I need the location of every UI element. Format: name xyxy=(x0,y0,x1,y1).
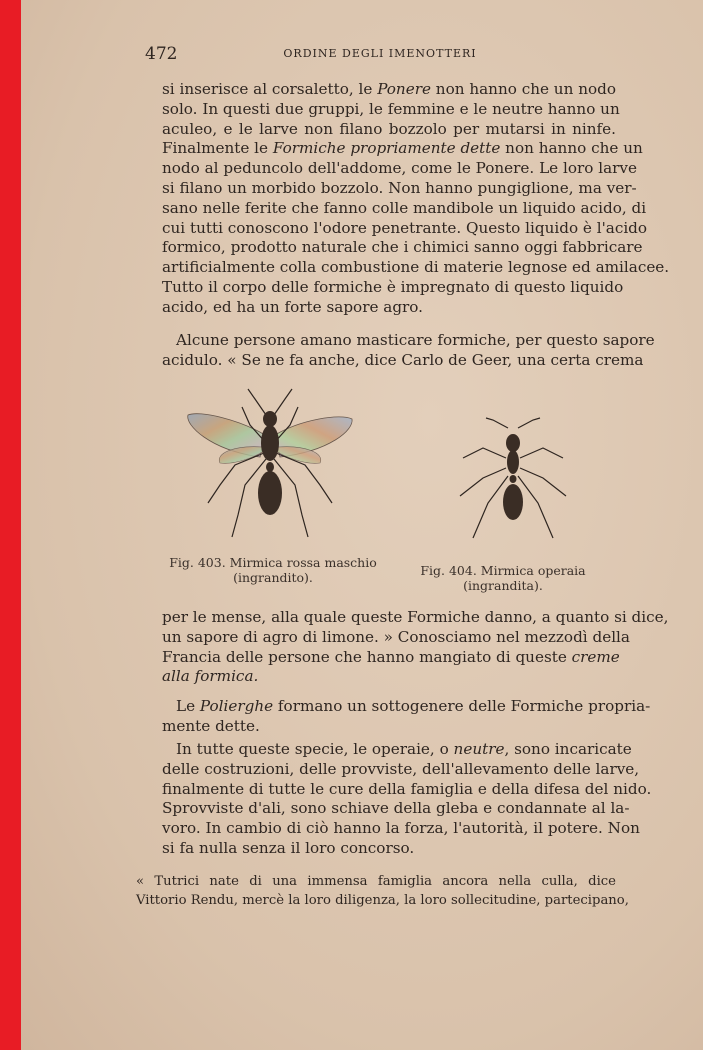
para1-line xyxy=(162,159,637,179)
para1-text: non hanno che un xyxy=(500,139,643,158)
para1-text: si inserisce al corsaletto, le xyxy=(162,80,378,98)
quote-text: « Tutrici nate di una immensa famiglia ancora nella culla, dice xyxy=(136,874,616,889)
para3-line xyxy=(162,667,616,687)
para5-text: , sono incaricate xyxy=(504,740,632,758)
paragraph-5 xyxy=(162,740,652,859)
ant-body xyxy=(503,434,523,520)
para2-line xyxy=(162,331,655,351)
para5-line xyxy=(162,799,630,819)
para5-line xyxy=(162,759,640,780)
para5-text: neutre xyxy=(453,740,505,758)
para1-line xyxy=(162,198,647,219)
para4-text: Le xyxy=(176,697,200,715)
para4-text: Polierghe xyxy=(199,697,274,715)
para1-line xyxy=(162,298,616,318)
para5-line xyxy=(162,740,632,760)
para1-line xyxy=(162,120,616,140)
para1-line xyxy=(162,178,637,199)
figure-403-caption-line2: (ingrandito). xyxy=(233,570,313,585)
para3-line xyxy=(162,608,669,628)
figure-403-winged-ant xyxy=(180,385,360,545)
para1-text: solo. In questi due gruppi, le femmine e le neutre hanno un xyxy=(162,99,620,118)
para1-text: cui tutti conoscono l'odore penetrante. Questo liquido è l'acido xyxy=(162,218,648,237)
para1-line xyxy=(162,80,616,100)
para1-line xyxy=(162,218,648,239)
para5-text: finalmente di tutte le cure della famiglia e della difesa del nido. xyxy=(162,779,652,798)
ant-body xyxy=(258,411,282,515)
figure-404-caption-line2: (ingrandita). xyxy=(463,578,543,593)
para3-text: creme xyxy=(571,647,620,666)
figure-403-caption xyxy=(168,555,378,585)
para2-line xyxy=(162,350,644,371)
page-number: 472 xyxy=(145,44,178,64)
para1-text: Tutto il corpo delle formiche è impregnato di questo liquido xyxy=(162,277,624,296)
quote-line xyxy=(136,872,616,891)
para5-text: si fa nulla senza il loro concorso. xyxy=(162,838,415,857)
wing-left xyxy=(188,414,265,464)
para1-text: artificialmente colla combustione di materie legnose ed amilacee. xyxy=(162,258,670,277)
para2-text: acidulo. « Se ne fa anche, dice Carlo de Geer, una certa crema xyxy=(162,350,644,369)
para1-text: acido, ed ha un forte sapore agro. xyxy=(162,297,424,316)
para3-text: un sapore di agro di limone. » Conosciamo nel mezzodì della xyxy=(162,627,630,646)
red-edge xyxy=(0,0,21,1050)
para4-text: mente dette. xyxy=(162,716,260,735)
page-header xyxy=(145,44,615,68)
paragraph-1 xyxy=(162,80,670,318)
para1-line xyxy=(162,99,620,120)
quote-text: Vittorio Rendu, mercè la loro diligenza, la loro sollecitudine, partecipano, xyxy=(136,893,629,908)
figure-404-caption-line1: Fig. 404. Mirmica operaia xyxy=(420,563,586,578)
figure-404-worker-ant xyxy=(448,418,578,558)
para4-text: formano un sottogenere delle Formiche propria- xyxy=(273,697,651,715)
para1-line xyxy=(162,139,643,159)
para3-line xyxy=(162,647,620,668)
para1-line xyxy=(162,258,670,278)
para1-line xyxy=(162,238,643,258)
quote-footnote xyxy=(136,872,629,910)
para1-text: Formiche propriamente dette xyxy=(272,139,501,158)
para4-line xyxy=(162,717,616,737)
para1-line xyxy=(162,277,624,298)
para5-text: In tutte queste specie, le operaie, o xyxy=(176,740,454,758)
quote-line xyxy=(136,891,629,910)
para4-line xyxy=(162,697,651,717)
paragraph-3 xyxy=(162,608,669,687)
para5-line xyxy=(162,819,640,839)
para1-text: sano nelle ferite che fanno colle mandibole un liquido acido, di xyxy=(162,198,647,217)
figure-404-caption xyxy=(418,563,588,593)
para1-text: non hanno che un nodo xyxy=(430,80,616,98)
para5-text: delle costruzioni, delle provviste, dell'allevamento delle larve, xyxy=(162,759,640,778)
para1-text: formico, prodotto naturale che i chimici sanno oggi fabbricare xyxy=(162,238,643,257)
paragraph-4 xyxy=(162,697,651,737)
para5-line xyxy=(162,839,616,859)
para1-text: aculeo, e le larve non filano bozzolo per mutarsi in ninfe. xyxy=(162,119,616,138)
figure-403-caption-line1: Fig. 403. Mirmica rossa maschio xyxy=(169,555,377,570)
para1-text: Ponere xyxy=(377,80,431,98)
paragraph-2 xyxy=(162,331,655,371)
para5-line xyxy=(162,779,652,800)
running-head: ORDINE DEGLI IMENOTTERI xyxy=(283,47,477,60)
para5-text: Sprovviste d'ali, sono schiave della gleba e condannate al la- xyxy=(162,799,630,818)
para5-text: voro. In cambio di ciò hanno la forza, l'autorità, il potere. Non xyxy=(162,819,640,838)
para3-text: Francia delle persone che hanno mangiato di queste xyxy=(162,647,572,666)
para3-line xyxy=(162,627,630,648)
para1-text: nodo al peduncolo dell'addome, come le Ponere. Le loro larve xyxy=(162,159,637,178)
wing-right xyxy=(275,417,352,463)
para3-text: alla formica. xyxy=(162,667,259,686)
para3-text: per le mense, alla quale queste Formiche danno, a quanto si dice, xyxy=(162,608,669,626)
para2-text: Alcune persone amano masticare formiche, per questo sapore xyxy=(176,331,655,349)
para1-text: Finalmente le xyxy=(162,139,273,158)
para1-text: si filano un morbido bozzolo. Non hanno pungiglione, ma ver- xyxy=(162,178,637,197)
